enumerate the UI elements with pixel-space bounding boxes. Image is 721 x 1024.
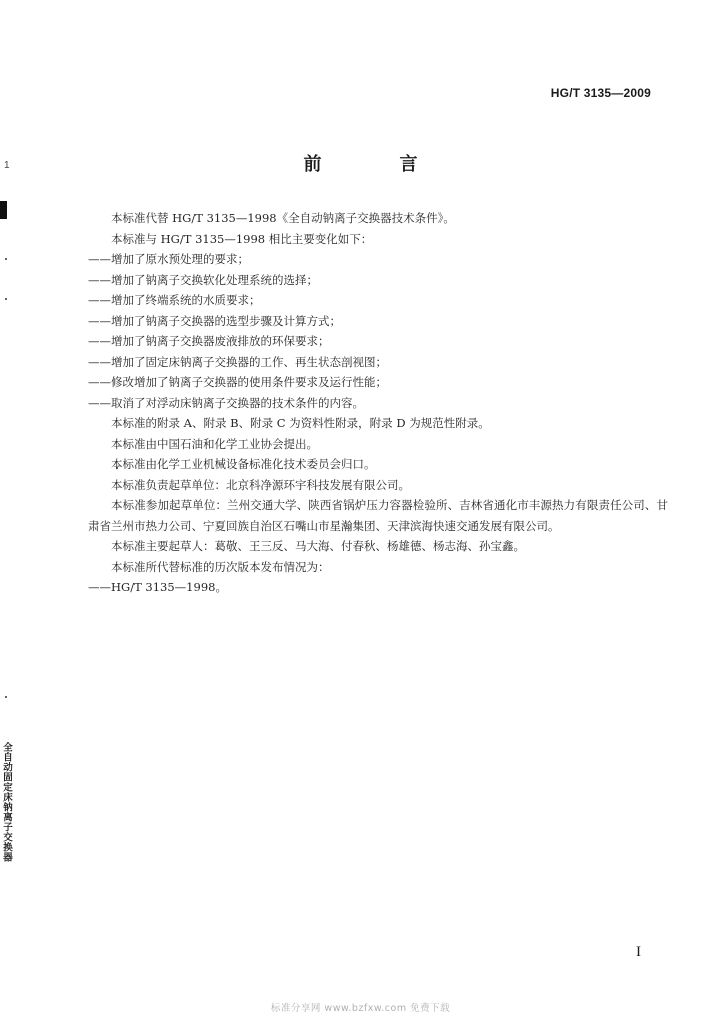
- watermark: 标准分享网 www.bzfxw.com 免费下载: [270, 1003, 451, 1014]
- change-item: ——增加了钠离子交换软化处理系统的选择；: [88, 272, 318, 287]
- margin-dot: [5, 696, 7, 698]
- change-item: ——增加了终端系统的水质要求；: [88, 293, 261, 307]
- paragraph: 本标准由化学工业机械设备标准化技术委员会归口。: [111, 457, 376, 471]
- change-item: ——增加了钠离子交换器的选型步骤及计算方式；: [88, 313, 341, 328]
- change-item: ——取消了对浮动床钠离子交换器的技术条件的内容。: [88, 395, 364, 410]
- change-item: ——增加了固定床钠离子交换器的工作、再生状态剖视图；: [88, 354, 387, 369]
- paragraph: 本标准所代替标准的历次版本发布情况为：: [111, 559, 330, 574]
- paragraph: 本标准代替 HG/T 3135—1998《全自动钠离子交换器技术条件》。: [111, 211, 455, 225]
- paragraph: 本标准由中国石油和化学工业协会提出。: [111, 436, 318, 451]
- paragraph: 本标准负责起草单位：北京科净源环宇科技发展有限公司。: [111, 477, 410, 492]
- paragraph: 本标准与 HG/T 3135—1998 相比主要变化如下：: [111, 231, 373, 246]
- margin-mark: 1: [4, 160, 10, 171]
- margin-dot: [5, 298, 7, 300]
- paragraph: 本标准参加起草单位：兰州交通大学、陕西省锅炉压力容器检验所、吉林省通化市丰源热力有限责任公司、甘肃省兰州市热力公司、宁夏回族自治区石嘴山市星瀚集团、天津滨海快速交通发展有限公司。: [88, 498, 668, 533]
- spine-text: 全自动固定床钠离子交换器: [1, 742, 12, 862]
- margin-bar: [0, 201, 7, 219]
- page-title: 前 言: [303, 154, 448, 175]
- paragraph: 本标准的附录 A、附录 B、附录 C 为资料性附录，附录 D 为规范性附录。: [111, 416, 490, 430]
- standard-code: HG/T 3135—2009: [550, 86, 651, 100]
- history-item: ——HG/T 3135—1998。: [88, 580, 227, 594]
- change-item: ——修改增加了钠离子交换器的使用条件要求及运行性能；: [88, 375, 387, 389]
- paragraph: 本标准主要起草人：葛敬、王三反、马大海、付春秋、杨雄德、杨志海、孙宝鑫。: [111, 539, 525, 553]
- margin-dot: [5, 258, 7, 260]
- change-item: ——增加了原水预处理的要求；: [88, 252, 249, 266]
- foreword-body: [88, 208, 668, 598]
- change-item: ——增加了钠离子交换器废液排放的环保要求；: [88, 334, 330, 348]
- page-number: I: [636, 944, 641, 960]
